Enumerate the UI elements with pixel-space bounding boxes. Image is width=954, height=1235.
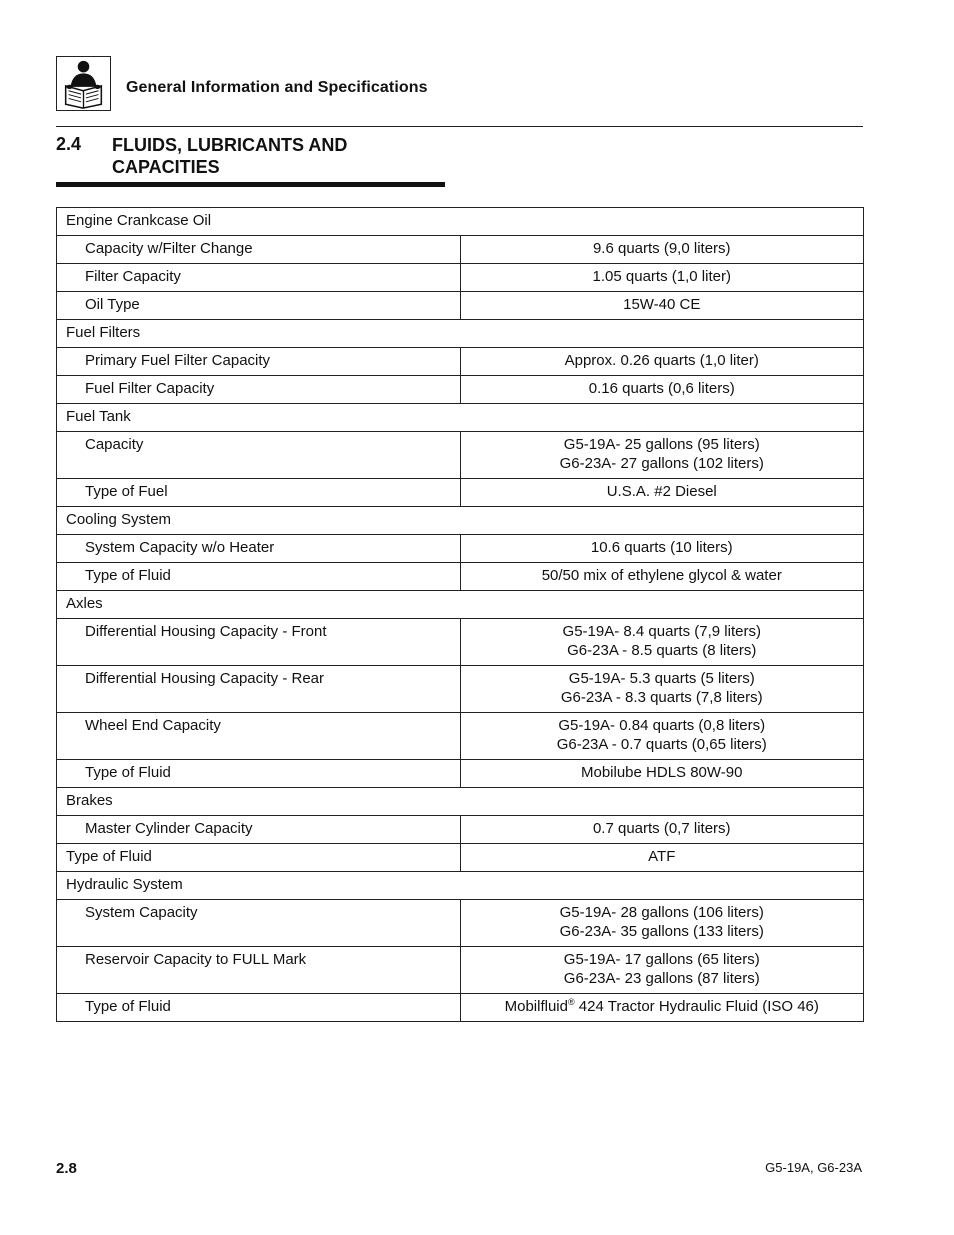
group-heading: Engine Crankcase Oil (57, 208, 864, 236)
spec-value (460, 563, 864, 591)
group-heading: Cooling System (57, 507, 864, 535)
group-heading: Hydraulic System (57, 872, 864, 900)
spec-value-line: G5-19A- 5.3 quarts (5 liters) (568, 670, 755, 687)
spec-value-line: Approx. 0.26 quarts (1,0 liter) (564, 352, 759, 369)
spec-label: Differential Housing Capacity - Rear (57, 666, 461, 713)
spec-value-line: G6-23A - 8.5 quarts (8 liters) (567, 642, 757, 659)
spec-value-part: 424 Tractor Hydraulic Fluid (ISO 46) (574, 998, 819, 1015)
group-heading: Fuel Filters (57, 320, 864, 348)
spec-value (460, 376, 864, 404)
spec-value (460, 713, 864, 760)
spec-label: Type of Fluid (57, 563, 461, 591)
spec-value-line: G5-19A- 28 gallons (106 liters) (559, 904, 764, 921)
group-heading-row (57, 872, 864, 900)
section-number: 2.4 (56, 134, 82, 154)
table-row (57, 563, 864, 591)
spec-label: Type of Fluid (57, 760, 461, 788)
section-title: FLUIDS, LUBRICANTS AND CAPACITIES (112, 135, 348, 177)
table-row (57, 844, 864, 872)
spec-value-line: G5-19A- 0.84 quarts (0,8 liters) (558, 717, 766, 734)
spec-value (460, 666, 864, 713)
spec-label: Master Cylinder Capacity (57, 816, 461, 844)
spec-value (460, 760, 864, 788)
spec-value-line (470, 997, 855, 1016)
spec-label: Type of Fuel (57, 479, 461, 507)
spec-label: Capacity (57, 432, 461, 479)
spec-label: Fuel Filter Capacity (57, 376, 461, 404)
spec-value (460, 432, 864, 479)
spec-value-line: G5-19A- 8.4 quarts (7,9 liters) (562, 623, 761, 640)
spec-value-line: G5-19A- 17 gallons (65 liters) (563, 951, 760, 968)
group-heading-row (57, 788, 864, 816)
section-underline (56, 182, 445, 187)
spec-value-part: Mobilfluid (504, 998, 568, 1015)
manual-reader-logo (56, 56, 111, 111)
spec-value-line: U.S.A. #2 Diesel (606, 483, 717, 500)
spec-value (460, 947, 864, 994)
spec-value (460, 844, 864, 872)
table-body (57, 208, 864, 1022)
group-heading-row (57, 591, 864, 619)
spec-value (460, 292, 864, 320)
table-row (57, 236, 864, 264)
spec-label: Oil Type (57, 292, 461, 320)
spec-value (460, 348, 864, 376)
spec-label: Type of Fluid (57, 844, 461, 872)
table-row (57, 994, 864, 1022)
spec-value-line: G5-19A- 25 gallons (95 liters) (563, 436, 760, 453)
spec-label: Wheel End Capacity (57, 713, 461, 760)
spec-value-line: 0.16 quarts (0,6 liters) (588, 380, 735, 397)
table-row (57, 479, 864, 507)
page-header-title: General Information and Specifications (126, 79, 428, 96)
page-number: 2.8 (56, 1160, 77, 1177)
table-row (57, 619, 864, 666)
spec-value-line: 10.6 quarts (10 liters) (590, 539, 733, 556)
spec-value (460, 479, 864, 507)
spec-label: System Capacity w/o Heater (57, 535, 461, 563)
spec-label: Primary Fuel Filter Capacity (57, 348, 461, 376)
table-row (57, 535, 864, 563)
group-heading: Brakes (57, 788, 864, 816)
table-row (57, 760, 864, 788)
table-row (57, 264, 864, 292)
header-divider (56, 126, 863, 127)
spec-value (460, 236, 864, 264)
reader-icon (57, 57, 110, 110)
table-row (57, 348, 864, 376)
group-heading-row (57, 320, 864, 348)
spec-value (460, 264, 864, 292)
spec-label: Filter Capacity (57, 264, 461, 292)
spec-value-line: ATF (648, 848, 676, 865)
spec-value-line: Mobilube HDLS 80W-90 (581, 764, 743, 781)
spec-value-line: 15W-40 CE (623, 296, 701, 313)
spec-label: Capacity w/Filter Change (57, 236, 461, 264)
spec-label: Reservoir Capacity to FULL Mark (57, 947, 461, 994)
spec-value (460, 535, 864, 563)
model-numbers: G5-19A, G6-23A (765, 1160, 862, 1175)
table-row (57, 292, 864, 320)
fluids-capacities-table (56, 207, 864, 1022)
spec-value-line: 50/50 mix of ethylene glycol & water (541, 567, 782, 584)
spec-label: System Capacity (57, 900, 461, 947)
spec-value-line: G6-23A - 8.3 quarts (7,8 liters) (560, 689, 763, 706)
table-row (57, 713, 864, 760)
spec-value (460, 619, 864, 666)
spec-value (460, 816, 864, 844)
group-heading: Fuel Tank (57, 404, 864, 432)
spec-label: Differential Housing Capacity - Front (57, 619, 461, 666)
group-heading-row (57, 404, 864, 432)
table-row (57, 947, 864, 994)
registered-mark: ® (567, 997, 575, 1007)
table-row (57, 900, 864, 947)
spec-value-line: 1.05 quarts (1,0 liter) (592, 268, 731, 285)
table-row (57, 666, 864, 713)
table-row (57, 376, 864, 404)
table-row (57, 432, 864, 479)
spec-value (460, 994, 864, 1022)
group-heading-row (57, 507, 864, 535)
group-heading: Axles (57, 591, 864, 619)
group-heading-row (57, 208, 864, 236)
spec-label: Type of Fluid (57, 994, 461, 1022)
spec-value-line: G6-23A- 23 gallons (87 liters) (563, 970, 760, 987)
spec-value-line: G6-23A- 27 gallons (102 liters) (559, 455, 764, 472)
spec-value-line: G6-23A - 0.7 quarts (0,65 liters) (556, 736, 767, 753)
spec-value-line: 0.7 quarts (0,7 liters) (592, 820, 731, 837)
spec-value-line: 9.6 quarts (9,0 liters) (592, 240, 731, 257)
spec-value-line: G6-23A- 35 gallons (133 liters) (559, 923, 764, 940)
table-row (57, 816, 864, 844)
spec-value (460, 900, 864, 947)
